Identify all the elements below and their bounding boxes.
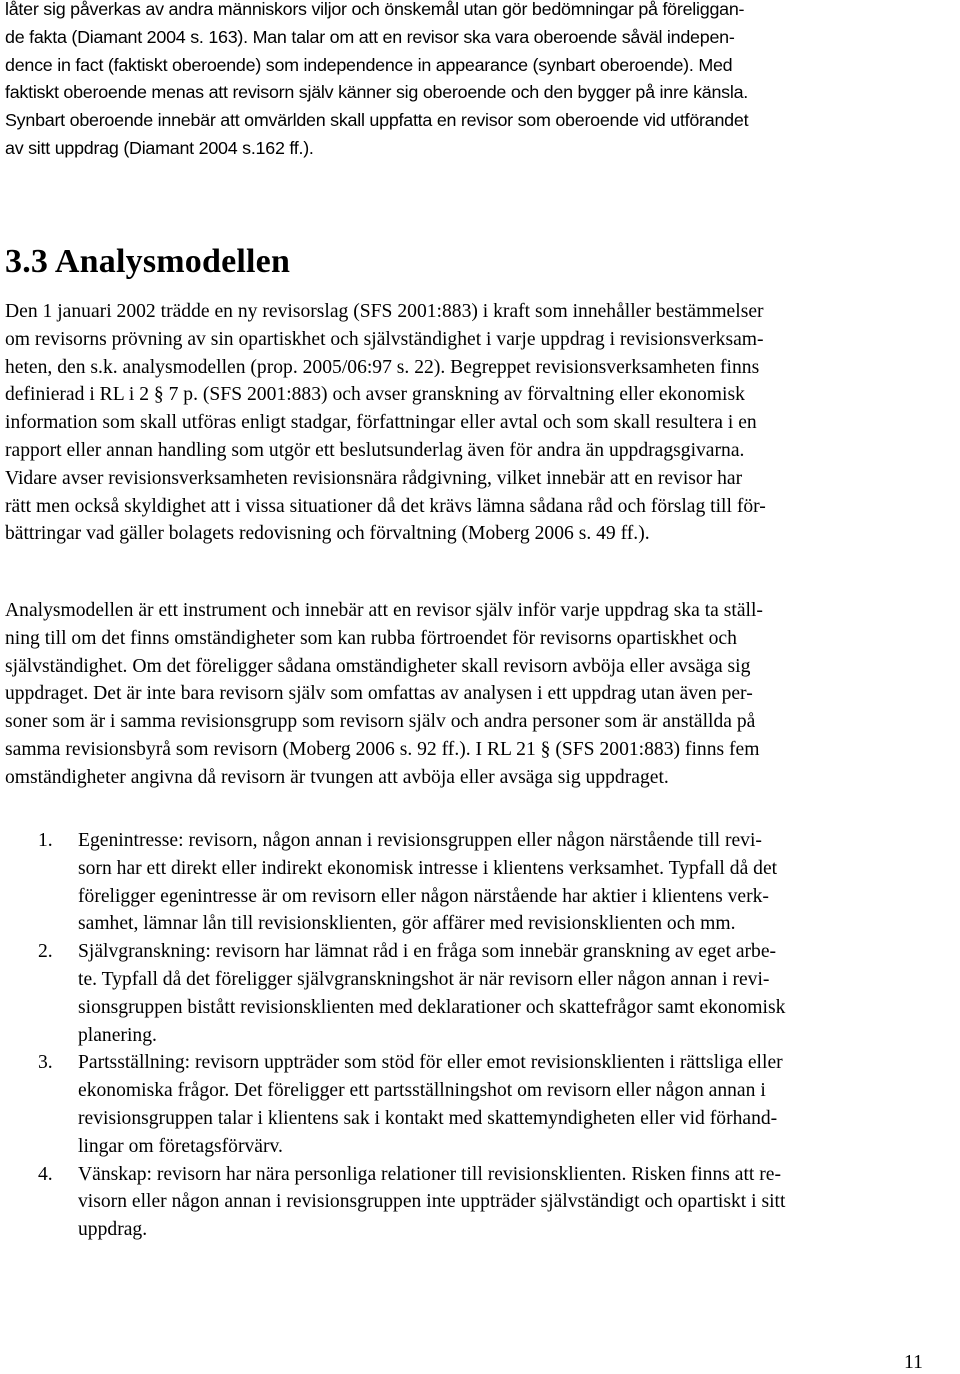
text-line: Synbart oberoende innebär att omvärlden skall uppfatta en revisor som oberoende vid utförandet: [5, 110, 749, 131]
text-line: Partsställning: revisorn uppträder som stöd för eller emot revisionsklienten i rättsliga eller: [78, 1052, 783, 1074]
text-line: bättringar vad gäller bolagets redovisning och förvaltning (Moberg 2006 s. 49 ff.).: [5, 523, 650, 545]
list-item: [5, 827, 957, 938]
text-line: te. Typfall då det föreligger självgranskningshot är när revisorn eller någon annan i revi-: [78, 968, 770, 990]
section-heading: 3.3 Analysmodellen: [5, 243, 291, 280]
text-line: rapport eller annan handling som utgör ett beslutsunderlag även för andra än uppdragsgivarna.: [5, 439, 745, 461]
text-line: Egenintresse: revisorn, någon annan i revisionsgruppen eller någon närstående till revi-: [78, 830, 762, 851]
text-line: låter sig påverkas av andra människors viljor och önskemål utan gör bedömningar på föreliggan-: [5, 0, 745, 19]
text-line: revisionsgruppen talar i klientens sak i kontakt med skattemyndigheten eller vid förhand-: [78, 1107, 778, 1129]
text-line: faktiskt oberoende menas att revisorn själv känner sig oberoende och den bygger på inre känsla.: [5, 82, 749, 103]
list-item: [5, 1049, 957, 1160]
list-number: 4.: [38, 1163, 53, 1185]
list-item: [5, 938, 957, 1049]
text-line: Analysmodellen är ett instrument och innebär att en revisor själv inför varje uppdrag ska ta ställ-: [5, 600, 763, 621]
text-line: definierad i RL i 2 § 7 p. (SFS 2001:883) och avser granskning av förvaltning eller ekonomisk: [5, 384, 745, 406]
text-line: föreligger egenintresse är om revisorn eller någon närstående har aktier i klientens verk-: [78, 885, 769, 907]
list-item-text: [78, 1161, 957, 1244]
text-line: samma revisionsbyrå som revisorn (Moberg 2006 s. 92 ff.). I RL 21 § (SFS 2001:883) finns fem: [5, 738, 760, 760]
text-line: Självgranskning: revisorn har lämnat råd i en fråga som innebär granskning av eget arbe-: [78, 941, 777, 963]
circumstances-list: [5, 827, 957, 1244]
text-line: samhet, lämnar lån till revisionsklienten, gör affärer med revisionsklienten och mm.: [78, 913, 736, 935]
text-line: sorn har ett direkt eller indirekt ekonomisk intresse i klientens verksamhet. Typfall då det: [78, 857, 778, 879]
list-number: 2.: [38, 941, 53, 963]
text-line: heten, den s.k. analysmodellen (prop. 2005/06:97 s. 22). Begreppet revisionsverksamheten finns: [5, 356, 760, 378]
text-line: planering.: [78, 1024, 157, 1046]
text-line: omständigheter angivna då revisorn är tvungen att avböja eller avsäga sig uppdraget.: [5, 766, 669, 788]
intro-paragraph: [5, 0, 957, 163]
text-line: om revisorns prövning av sin opartiskhet och självständighet i varje uppdrag i revisionsverksam-: [5, 328, 764, 350]
text-line: av sitt uppdrag (Diamant 2004 s.162 ff.).: [5, 137, 314, 158]
text-line: ekonomiska frågor. Det föreligger ett partsställningshot om revisorn eller någon annan i: [78, 1080, 766, 1102]
text-line: ning till om det finns omständigheter som kan rubba förtroendet för revisorns opartiskhet och: [5, 627, 737, 649]
text-line: soner som är i samma revisionsgrupp som revisorn själv och andra personer som är anställda på: [5, 711, 756, 733]
text-line: dence in fact (faktiskt oberoende) som independence in appearance (synbart oberoende). Med: [5, 54, 733, 75]
list-item-text: [78, 1049, 957, 1160]
text-line: sionsgruppen bistått revisionsklienten med deklarationer och skattefrågor samt ekonomisk: [78, 996, 786, 1018]
text-line: lingar om företagsförvärv.: [78, 1135, 283, 1157]
text-line: Vidare avser revisionsverksamheten revisionsnära rådgivning, vilket innebär att en revisor har: [5, 467, 743, 489]
text-line: visorn eller någon annan i revisionsgruppen inte uppträder självständigt och opartiskt i sitt: [78, 1191, 786, 1213]
page-number: 11: [904, 1352, 923, 1373]
list-item-text: [78, 938, 957, 1049]
text-line: uppdrag.: [78, 1219, 148, 1241]
body-paragraph-1: [5, 298, 957, 548]
list-number: 3.: [38, 1052, 53, 1074]
text-line: Vänskap: revisorn har nära personliga relationer till revisionsklienten. Risken finns att re-: [78, 1163, 781, 1185]
text-line: information som skall utföras enligt stadgar, författningar eller avtal och som skall resultera i en: [5, 412, 757, 434]
text-line: uppdraget. Det är inte bara revisorn själv som omfattas av analysen i ett uppdrag utan även per-: [5, 683, 753, 705]
text-line: de fakta (Diamant 2004 s. 163). Man talar om att en revisor ska vara oberoende såväl indepen-: [5, 26, 735, 47]
body-paragraph-2: [5, 597, 957, 792]
text-line: Den 1 januari 2002 trädde en ny revisorslag (SFS 2001:883) i kraft som innehåller bestämmelser: [5, 301, 764, 322]
list-item: [5, 1161, 957, 1244]
list-number: 1.: [38, 830, 53, 851]
text-line: självständighet. Om det föreligger sådana omständigheter skall revisorn avböja eller avsäga sig: [5, 655, 751, 677]
list-item-text: [78, 827, 957, 938]
text-line: rätt men också skyldighet att i vissa situationer då det krävs lämna sådana råd och förslag till för-: [5, 495, 766, 517]
